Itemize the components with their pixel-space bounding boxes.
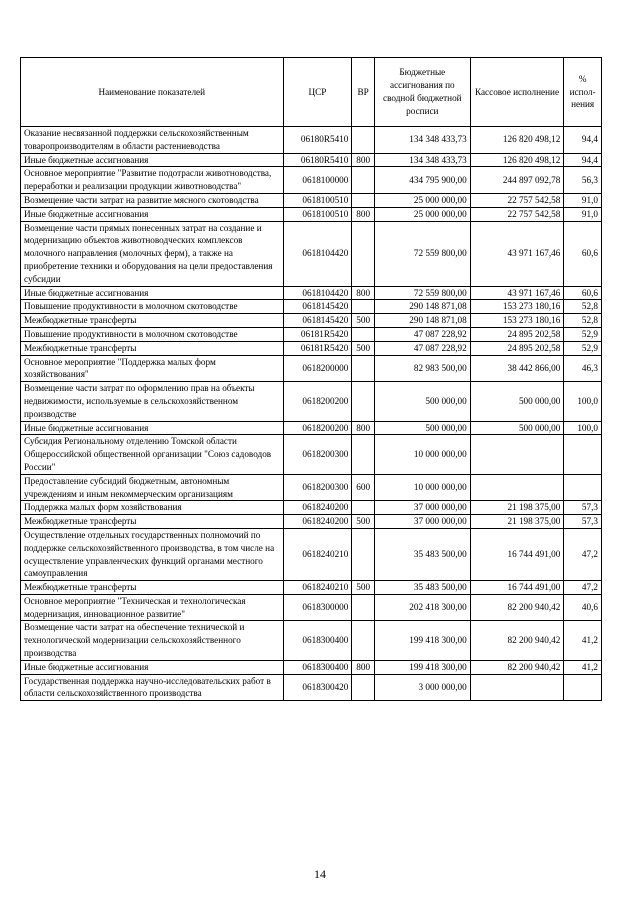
row-vr-cell <box>352 435 375 474</box>
table-row <box>21 515 602 529</box>
row-vr-cell: 800 <box>352 421 375 435</box>
row-percent-cell: 47,2 <box>564 581 602 595</box>
row-cash-cell: 500 000,00 <box>470 382 564 421</box>
row-csr-cell: 0618200300 <box>283 474 352 501</box>
header-cash: Кассовое исполнение <box>470 58 564 127</box>
row-cash-cell <box>470 435 564 474</box>
row-csr-cell: 0618145420 <box>283 314 352 328</box>
row-budget-cell: 47 087 228,92 <box>374 327 470 341</box>
row-name-cell: Повышение продуктивности в молочном скотоводстве <box>21 300 284 314</box>
row-csr-cell: 0618104420 <box>283 286 352 300</box>
row-vr-cell <box>352 127 375 154</box>
row-cash-cell: 126 820 498,12 <box>470 127 564 154</box>
row-csr-cell: 0618240200 <box>283 515 352 529</box>
table-header-row <box>21 58 602 127</box>
row-vr-cell <box>352 300 375 314</box>
table-body <box>21 127 602 701</box>
row-budget-cell: 72 559 800,00 <box>374 221 470 286</box>
row-csr-cell: 0618104420 <box>283 221 352 286</box>
row-name-cell: Субсидия Региональному отделению Томской области Общероссийской общественной организации "Союз садоводов России" <box>21 435 284 474</box>
row-csr-cell: 0618200200 <box>283 382 352 421</box>
row-cash-cell <box>470 674 564 701</box>
row-name-cell: Поддержка малых форм хозяйствования <box>21 501 284 515</box>
row-budget-cell: 202 418 300,00 <box>374 594 470 621</box>
table-row <box>21 286 602 300</box>
row-vr-cell: 600 <box>352 474 375 501</box>
header-csr: ЦСР <box>283 58 352 127</box>
row-budget-cell: 37 000 000,00 <box>374 501 470 515</box>
row-name-cell: Иные бюджетные ассигнования <box>21 660 284 674</box>
row-vr-cell: 500 <box>352 581 375 595</box>
table-row <box>21 435 602 474</box>
row-percent-cell: 52,9 <box>564 327 602 341</box>
row-name-cell: Межбюджетные трансферты <box>21 341 284 355</box>
row-percent-cell: 60,6 <box>564 286 602 300</box>
table-row <box>21 581 602 595</box>
row-budget-cell: 72 559 800,00 <box>374 286 470 300</box>
row-vr-cell <box>352 327 375 341</box>
header-name: Наименование показателей <box>21 58 284 127</box>
table-row <box>21 674 602 701</box>
header-vr: ВР <box>352 58 375 127</box>
row-name-cell: Межбюджетные трансферты <box>21 515 284 529</box>
row-csr-cell: 0618100510 <box>283 207 352 221</box>
row-cash-cell: 153 273 180,16 <box>470 314 564 328</box>
row-cash-cell: 24 895 202,58 <box>470 327 564 341</box>
row-name-cell: Государственная поддержка научно-исследовательских работ в области сельскохозяйственного производства <box>21 674 284 701</box>
row-name-cell: Основное мероприятие "Поддержка малых форм хозяйствования" <box>21 355 284 382</box>
row-budget-cell: 35 483 500,00 <box>374 528 470 580</box>
row-csr-cell: 0618240200 <box>283 501 352 515</box>
table-row <box>21 221 602 286</box>
row-percent-cell <box>564 435 602 474</box>
row-cash-cell: 82 200 940,42 <box>470 621 564 660</box>
row-budget-cell: 199 418 300,00 <box>374 621 470 660</box>
row-budget-cell: 25 000 000,00 <box>374 193 470 207</box>
table-row <box>21 327 602 341</box>
row-name-cell: Предоставление субсидий бюджетным, автономным учреждениям и иным некоммерческим организациям <box>21 474 284 501</box>
row-vr-cell: 800 <box>352 286 375 300</box>
row-vr-cell <box>352 167 375 194</box>
row-vr-cell <box>352 355 375 382</box>
row-vr-cell: 800 <box>352 153 375 167</box>
row-percent-cell: 40,6 <box>564 594 602 621</box>
row-cash-cell: 38 442 866,00 <box>470 355 564 382</box>
row-vr-cell <box>352 221 375 286</box>
row-cash-cell: 126 820 498,12 <box>470 153 564 167</box>
row-cash-cell: 244 897 092,78 <box>470 167 564 194</box>
row-csr-cell: 0618300400 <box>283 660 352 674</box>
table-row <box>21 355 602 382</box>
row-percent-cell: 47,2 <box>564 528 602 580</box>
row-cash-cell: 22 757 542,58 <box>470 193 564 207</box>
table-row <box>21 127 602 154</box>
row-csr-cell: 06180R5410 <box>283 127 352 154</box>
row-name-cell: Основное мероприятие "Развитие подотрасли животноводства, переработки и реализации продукции животноводства" <box>21 167 284 194</box>
row-percent-cell: 41,2 <box>564 621 602 660</box>
row-name-cell: Иные бюджетные ассигнования <box>21 421 284 435</box>
row-csr-cell: 0618100510 <box>283 193 352 207</box>
row-vr-cell <box>352 382 375 421</box>
table-row <box>21 300 602 314</box>
row-name-cell: Межбюджетные трансферты <box>21 581 284 595</box>
row-csr-cell: 06181R5420 <box>283 327 352 341</box>
row-percent-cell: 52,8 <box>564 300 602 314</box>
table-row <box>21 660 602 674</box>
row-name-cell: Возмещение части затрат на обеспечение технической и технологической модернизации сельскохозяйственного производства <box>21 621 284 660</box>
row-cash-cell: 153 273 180,16 <box>470 300 564 314</box>
row-cash-cell: 82 200 940,42 <box>470 594 564 621</box>
row-percent-cell: 52,8 <box>564 314 602 328</box>
row-percent-cell: 91,0 <box>564 207 602 221</box>
row-percent-cell: 57,3 <box>564 501 602 515</box>
row-csr-cell: 0618200200 <box>283 421 352 435</box>
row-csr-cell: 0618100000 <box>283 167 352 194</box>
row-name-cell: Иные бюджетные ассигнования <box>21 286 284 300</box>
row-percent-cell: 56,3 <box>564 167 602 194</box>
row-percent-cell: 46,3 <box>564 355 602 382</box>
row-cash-cell: 16 744 491,00 <box>470 528 564 580</box>
table-row <box>21 193 602 207</box>
row-cash-cell: 21 198 375,00 <box>470 515 564 529</box>
row-name-cell: Основное мероприятие "Техническая и технологическая модернизация, инновационное развитие" <box>21 594 284 621</box>
row-budget-cell: 134 348 433,73 <box>374 153 470 167</box>
budget-execution-table <box>20 57 602 701</box>
row-vr-cell: 500 <box>352 341 375 355</box>
row-vr-cell <box>352 621 375 660</box>
row-cash-cell: 22 757 542,58 <box>470 207 564 221</box>
row-csr-cell: 0618300420 <box>283 674 352 701</box>
table-row <box>21 382 602 421</box>
row-cash-cell: 500 000,00 <box>470 421 564 435</box>
row-budget-cell: 35 483 500,00 <box>374 581 470 595</box>
row-cash-cell: 43 971 167,46 <box>470 286 564 300</box>
row-cash-cell: 16 744 491,00 <box>470 581 564 595</box>
row-percent-cell: 94,4 <box>564 153 602 167</box>
row-csr-cell: 0618300400 <box>283 621 352 660</box>
row-percent-cell: 91,0 <box>564 193 602 207</box>
row-name-cell: Межбюджетные трансферты <box>21 314 284 328</box>
table-row <box>21 153 602 167</box>
row-budget-cell: 134 348 433,73 <box>374 127 470 154</box>
table-row <box>21 474 602 501</box>
row-budget-cell: 82 983 500,00 <box>374 355 470 382</box>
row-vr-cell: 500 <box>352 515 375 529</box>
row-csr-cell: 06181R5420 <box>283 341 352 355</box>
row-vr-cell <box>352 528 375 580</box>
row-budget-cell: 3 000 000,00 <box>374 674 470 701</box>
row-vr-cell <box>352 501 375 515</box>
header-budget: Бюджетные ассигнования по сводной бюджетной росписи <box>374 58 470 127</box>
row-percent-cell: 100,0 <box>564 421 602 435</box>
row-name-cell: Повышение продуктивности в молочном скотоводстве <box>21 327 284 341</box>
row-csr-cell: 0618200300 <box>283 435 352 474</box>
row-cash-cell <box>470 474 564 501</box>
row-csr-cell: 0618300000 <box>283 594 352 621</box>
row-percent-cell: 41,2 <box>564 660 602 674</box>
row-percent-cell: 52,9 <box>564 341 602 355</box>
row-name-cell: Осуществление отдельных государственных полномочий по поддержке сельскохозяйственного производства, в том числе на осуществление управленческих функций органами местного самоуправления <box>21 528 284 580</box>
row-vr-cell: 800 <box>352 207 375 221</box>
row-budget-cell: 500 000,00 <box>374 421 470 435</box>
row-csr-cell: 06180R5410 <box>283 153 352 167</box>
row-vr-cell <box>352 193 375 207</box>
table-row <box>21 594 602 621</box>
row-csr-cell: 0618240210 <box>283 581 352 595</box>
table-row <box>21 621 602 660</box>
table-row <box>21 341 602 355</box>
row-cash-cell: 21 198 375,00 <box>470 501 564 515</box>
table-row <box>21 528 602 580</box>
row-name-cell: Возмещение части прямых понесенных затрат на создание и модернизацию объектов животноводческих комплексов молочного направления (молочных ферм), а также на приобретение техники и оборудования на цели предоставления субсидии <box>21 221 284 286</box>
table-row <box>21 207 602 221</box>
row-budget-cell: 25 000 000,00 <box>374 207 470 221</box>
row-csr-cell: 0618145420 <box>283 300 352 314</box>
row-percent-cell: 57,3 <box>564 515 602 529</box>
row-name-cell: Иные бюджетные ассигнования <box>21 153 284 167</box>
row-csr-cell: 0618240210 <box>283 528 352 580</box>
row-budget-cell: 290 148 871,08 <box>374 300 470 314</box>
table-row <box>21 421 602 435</box>
row-budget-cell: 10 000 000,00 <box>374 435 470 474</box>
row-cash-cell: 43 971 167,46 <box>470 221 564 286</box>
row-budget-cell: 290 148 871,08 <box>374 314 470 328</box>
row-cash-cell: 82 200 940,42 <box>470 660 564 674</box>
row-name-cell: Иные бюджетные ассигнования <box>21 207 284 221</box>
row-percent-cell <box>564 674 602 701</box>
row-vr-cell <box>352 674 375 701</box>
row-csr-cell: 0618200000 <box>283 355 352 382</box>
table-row <box>21 314 602 328</box>
row-budget-cell: 500 000,00 <box>374 382 470 421</box>
row-vr-cell: 800 <box>352 660 375 674</box>
table-row <box>21 167 602 194</box>
row-name-cell: Оказание несвязанной поддержки сельскохозяйственным товаропроизводителям в области растениеводства <box>21 127 284 154</box>
row-budget-cell: 37 000 000,00 <box>374 515 470 529</box>
row-percent-cell: 94,4 <box>564 127 602 154</box>
row-vr-cell <box>352 594 375 621</box>
row-budget-cell: 47 087 228,92 <box>374 341 470 355</box>
row-cash-cell: 24 895 202,58 <box>470 341 564 355</box>
row-budget-cell: 434 795 900,00 <box>374 167 470 194</box>
page-number: 14 <box>314 867 326 881</box>
table-row <box>21 501 602 515</box>
header-percent: % испол-нения <box>564 58 602 127</box>
row-budget-cell: 10 000 000,00 <box>374 474 470 501</box>
row-vr-cell: 500 <box>352 314 375 328</box>
row-percent-cell: 100,0 <box>564 382 602 421</box>
row-percent-cell: 60,6 <box>564 221 602 286</box>
row-budget-cell: 199 418 300,00 <box>374 660 470 674</box>
row-percent-cell <box>564 474 602 501</box>
row-name-cell: Возмещение части затрат по оформлению прав на объекты недвижимости, используемые в сельскохозяйственном производстве <box>21 382 284 421</box>
row-name-cell: Возмещение части затрат на развитие мясного скотоводства <box>21 193 284 207</box>
